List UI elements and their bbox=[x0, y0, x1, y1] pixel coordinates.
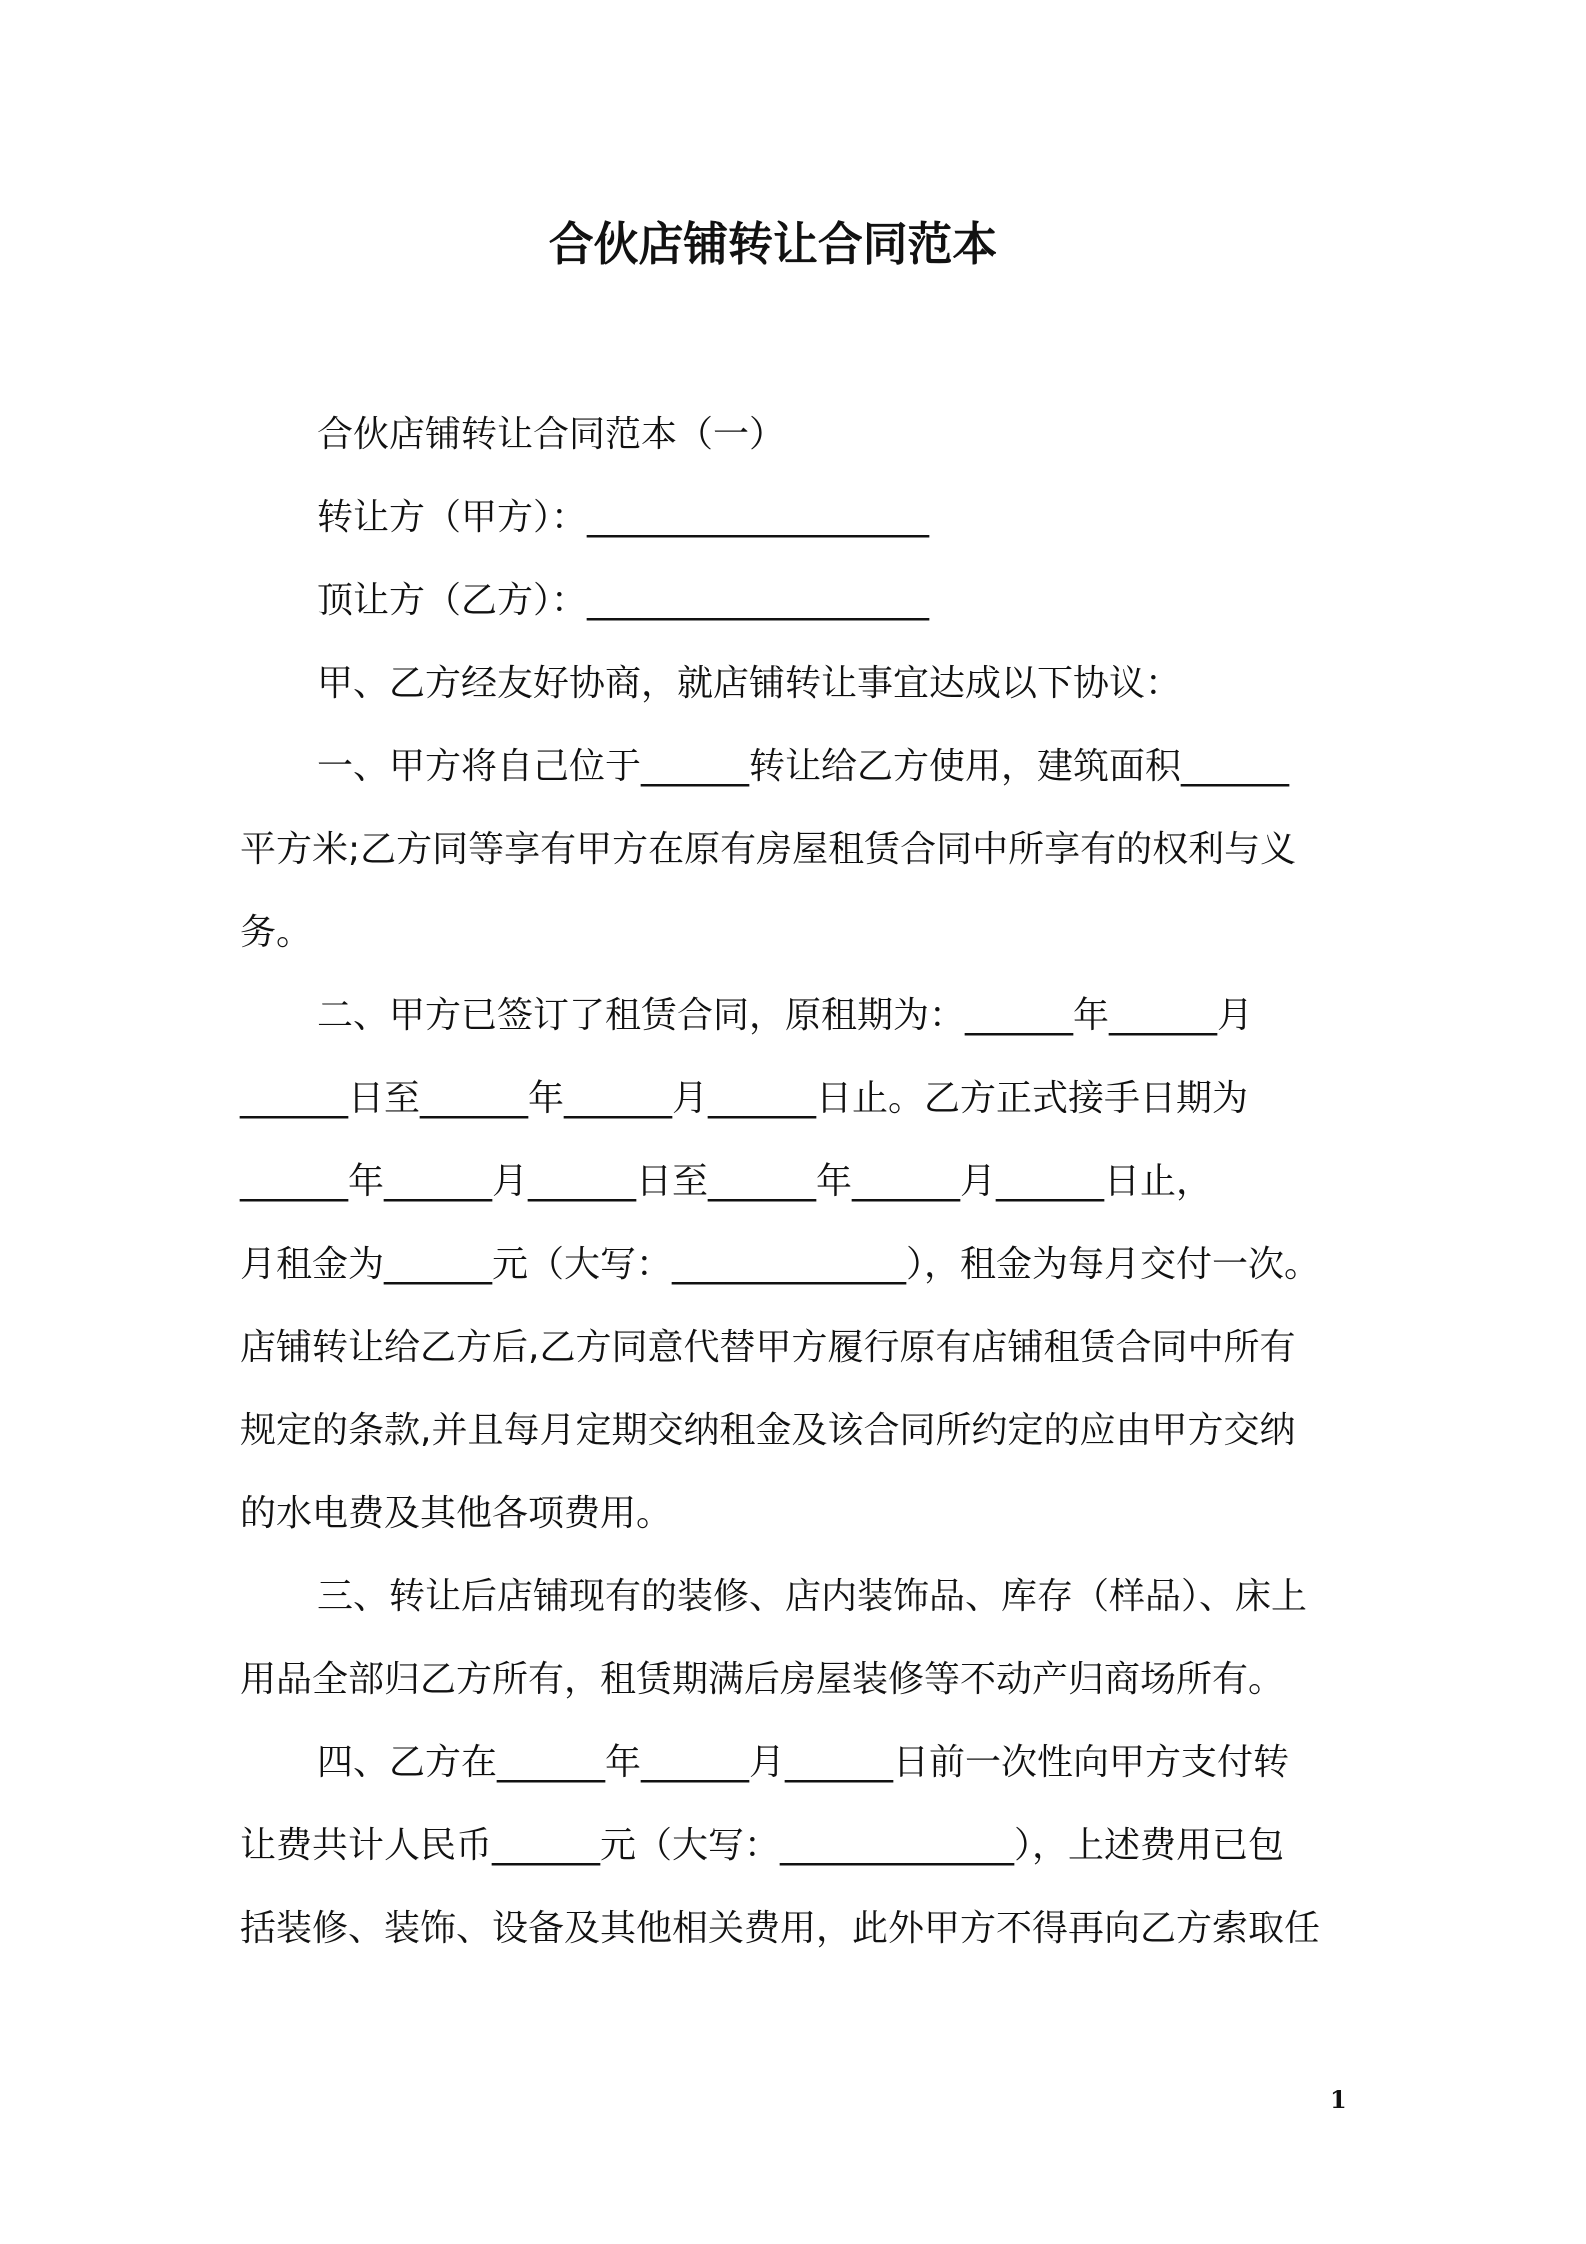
clause-4-line-3: 括装修、装饰、设备及其他相关费用，此外甲方不得再向乙方索取任 bbox=[240, 1908, 1321, 1949]
clause-2-line-4: 月租金为______元（大写：_____________），租金为每月交付一次。 bbox=[240, 1244, 1321, 1285]
agreement-intro: 甲、乙方经友好协商，就店铺转让事宜达成以下协议： bbox=[317, 663, 1182, 704]
clause-2-line-3: ______年______月______日至______年______月______日止， bbox=[240, 1161, 1213, 1202]
clause-1-line-3: 务。 bbox=[240, 912, 313, 953]
clause-2-line-5: 店铺转让给乙方后,乙方同意代替甲方履行原有店铺租赁合同中所有 bbox=[240, 1327, 1296, 1368]
clause-1-line-1: 一、甲方将自己位于______转让给乙方使用，建筑面积______ bbox=[317, 746, 1290, 787]
clause-2-line-2: ______日至______年______月______日止。乙方正式接手日期为 bbox=[240, 1078, 1249, 1119]
section-heading: 合伙店铺转让合同范本（一） bbox=[317, 414, 786, 455]
clause-4-line-1: 四、乙方在______年______月______日前一次性向甲方支付转 bbox=[317, 1742, 1290, 1783]
clause-2-line-6: 规定的条款,并且每月定期交纳租金及该合同所约定的应由甲方交纳 bbox=[240, 1410, 1296, 1451]
document-title: 合伙店铺转让合同范本 bbox=[548, 217, 998, 271]
page-number: 1 bbox=[1330, 2085, 1347, 2114]
clause-1-line-2: 平方米;乙方同等享有甲方在原有房屋租赁合同中所享有的权利与义 bbox=[240, 829, 1297, 870]
party-a-line: 转让方（甲方）：___________________ bbox=[317, 497, 930, 538]
clause-2-line-7: 的水电费及其他各项费用。 bbox=[240, 1493, 673, 1534]
clause-4-line-2: 让费共计人民币______元（大写：_____________），上述费用已包 bbox=[240, 1825, 1285, 1866]
clause-3-line-2: 用品全部归乙方所有，租赁期满后房屋装修等不动产归商场所有。 bbox=[240, 1659, 1285, 1700]
clause-3-line-1: 三、转让后店铺现有的装修、店内装饰品、库存（样品）、床上 bbox=[317, 1576, 1308, 1617]
clause-2-line-1: 二、甲方已签订了租赁合同，原租期为：______年______月 bbox=[317, 995, 1254, 1036]
party-b-line: 顶让方（乙方）：___________________ bbox=[317, 580, 930, 621]
